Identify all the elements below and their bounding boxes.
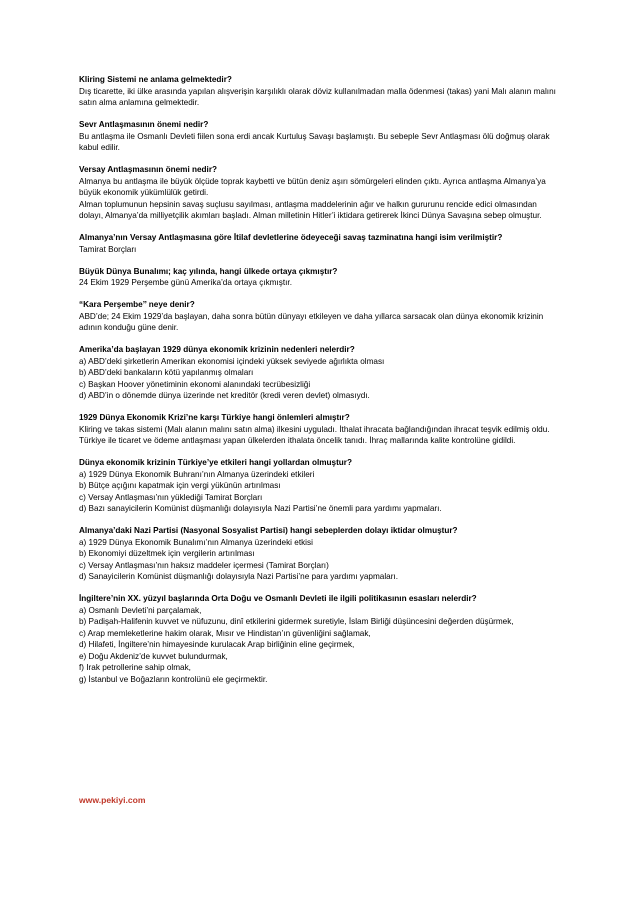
answer-line: e) Doğu Akdeniz’de kuvvet bulundurmak,	[79, 651, 228, 661]
answer-line: c) Versay Antlaşması’nın yüklediği Tamirat Borçları	[79, 492, 263, 502]
qa-block	[79, 457, 563, 515]
answer-line: Tamirat Borçları	[79, 244, 137, 254]
answer-line: Alman toplumunun hepsinin savaş suçlusu sayılması, antlaşma maddelerinin ağır ve halkın gururunu rencide edici olmasından dolayı, Almanya’da milliyetçilik akımları başladı. Alman milletinin Hitler’i iktidara getirerek İkinci Dünya Savaşına sebep olmuştur.	[79, 199, 542, 220]
qa-block	[79, 344, 563, 402]
answer-line: Kliring ve takas sistemi (Malı alanın malını satın alma) ilkesini uyguladı. İthalat ihracata bağlandığından ihracat teşvik edilmiş oldu. Türkiye ile ticaret ve ödeme antlaşması yapan ülkelerden ithalata öncelik tanıdı. İhraç mallarında kalite kontrolüne gidildi.	[79, 424, 550, 445]
question: Kliring Sistemi ne anlama gelmektedir?	[79, 75, 232, 84]
question: İngiltere’nin XX. yüzyıl başlarında Orta Doğu ve Osmanlı Devleti ile ilgili politikasının esasları nelerdir?	[79, 594, 477, 603]
question: Almanya’daki Nazi Partisi (Nasyonal Sosyalist Partisi) hangi sebeplerden dolayı iktidar olmuştur?	[79, 526, 458, 535]
footer-link[interactable]: www.pekiyi.com	[79, 795, 146, 805]
qa-block	[79, 232, 563, 255]
answer-line: d) Sanayicilerin Komünist düşmanlığı dolayısıyla Nazi Partisi’ne para yardımı yapmaları.	[79, 572, 398, 581]
qa-block	[79, 74, 563, 109]
answer-line: c) Arap memleketlerine hakim olarak, Mısır ve Hindistan’ın güvenliğini sağlamak,	[79, 628, 371, 638]
answer-line: a) Osmanlı Devleti’ni parçalamak,	[79, 605, 202, 615]
question: Sevr Antlaşmasının önemi nedir?	[79, 120, 209, 129]
answer-line: a) ABD’deki şirketlerin Amerikan ekonomisi içindeki yüksek seviyede ağırlıkta olması	[79, 356, 385, 366]
qa-block	[79, 525, 563, 583]
answer-line: ABD’de; 24 Ekim 1929’da başlayan, daha sonra bütün dünyayı etkileyen ve daha yıllarca sarsacak olan dünya ekonomik krizinin adının konduğu güne denir.	[79, 311, 544, 332]
answer-line: b) Ekonomiyi düzeltmek için vergilerin artırılması	[79, 549, 255, 558]
qa-block	[79, 266, 563, 289]
answer-line: b) Bütçe açığını kapatmak için vergi yükünün artırılması	[79, 481, 281, 490]
answer-line: c) Başkan Hoover yönetiminin ekonomi alanındaki tecrübesizliği	[79, 379, 311, 389]
answer-line: b) ABD’deki bankaların kötü yapılanmış olmaları	[79, 368, 254, 377]
question: 1929 Dünya Ekonomik Krizi’ne karşı Türkiye hangi önlemleri almıştır?	[79, 413, 350, 422]
question: Amerika’da başlayan 1929 dünya ekonomik krizinin nedenleri nelerdir?	[79, 345, 355, 354]
question: “Kara Perşembe’’ neye denir?	[79, 300, 195, 309]
answer-line: c) Versay Antlaşması’nın haksız maddeler içermesi (Tamirat Borçları)	[79, 560, 329, 570]
answer-line: d) ABD’in o dönemde dünya üzerinde net kreditör (kredi veren devlet) olmasıydı.	[79, 391, 370, 400]
answer-line: g) İstanbul ve Boğazların kontrolünü ele geçirmektir.	[79, 674, 268, 684]
answer-line: d) Hilafeti, İngiltere’nin himayesinde kurulacak Arap birliğinin eline geçirmek,	[79, 640, 355, 649]
qa-block	[79, 164, 563, 222]
answer-line: d) Bazı sanayicilerin Komünist düşmanlığı dolayısıyla Nazi Partisi’ne önemli para yardımı yapmaları.	[79, 504, 442, 513]
answer-line: Bu antlaşma ile Osmanlı Devleti fiilen sona erdi ancak Kurtuluş Savaşı başlamıştı. Bu sebeple Sevr Antlaşması ölü doğmuş olarak kabul edilir.	[79, 131, 550, 152]
question: Dünya ekonomik krizinin Türkiye’ye etkileri hangi yollardan olmuştur?	[79, 458, 352, 467]
question: Almanya’nın Versay Antlaşmasına göre İtilaf devletlerine ödeyeceği savaş tazminatına hangi isim verilmiştir?	[79, 233, 503, 242]
answer-line: 24 Ekim 1929 Perşembe günü Amerika’da ortaya çıkmıştır.	[79, 278, 292, 287]
answer-line: a) 1929 Dünya Ekonomik Bunalımı’nın Almanya üzerindeki etkisi	[79, 537, 313, 547]
qa-block	[79, 119, 563, 154]
qa-content	[79, 74, 563, 696]
question: Büyük Dünya Bunalımı; kaç yılında, hangi ülkede ortaya çıkmıştır?	[79, 266, 338, 276]
answer-line: b) Padişah-Halifenin kuvvet ve nüfuzunu, dinî etkilerini gidermek suretiyle, İslam Birliği düşüncesini değerden düşürmek,	[79, 617, 514, 626]
answer-line: Dış ticarette, iki ülke arasında yapılan alışverişin karşılıklı olarak döviz kullanılmadan malla ödenmesi (takas) yani Malı alanın malını satın alma anlamına gelmektedir.	[79, 86, 556, 107]
question: Versay Antlaşmasının önemi nedir?	[79, 165, 218, 174]
qa-block	[79, 299, 563, 334]
answer-line: f) Irak petrollerine sahip olmak,	[79, 663, 191, 672]
qa-block	[79, 593, 563, 685]
answer-line: Almanya bu antlaşma ile büyük ölçüde toprak kaybetti ve bütün deniz aşırı sömürgeleri elinden çıktı. Ayrıca antlaşma Almanya’ya büyük ekonomik yükümlülük getirdi.	[79, 176, 546, 197]
qa-block	[79, 412, 563, 447]
answer-line: a) 1929 Dünya Ekonomik Buhranı’nın Almanya üzerindeki etkileri	[79, 469, 315, 479]
